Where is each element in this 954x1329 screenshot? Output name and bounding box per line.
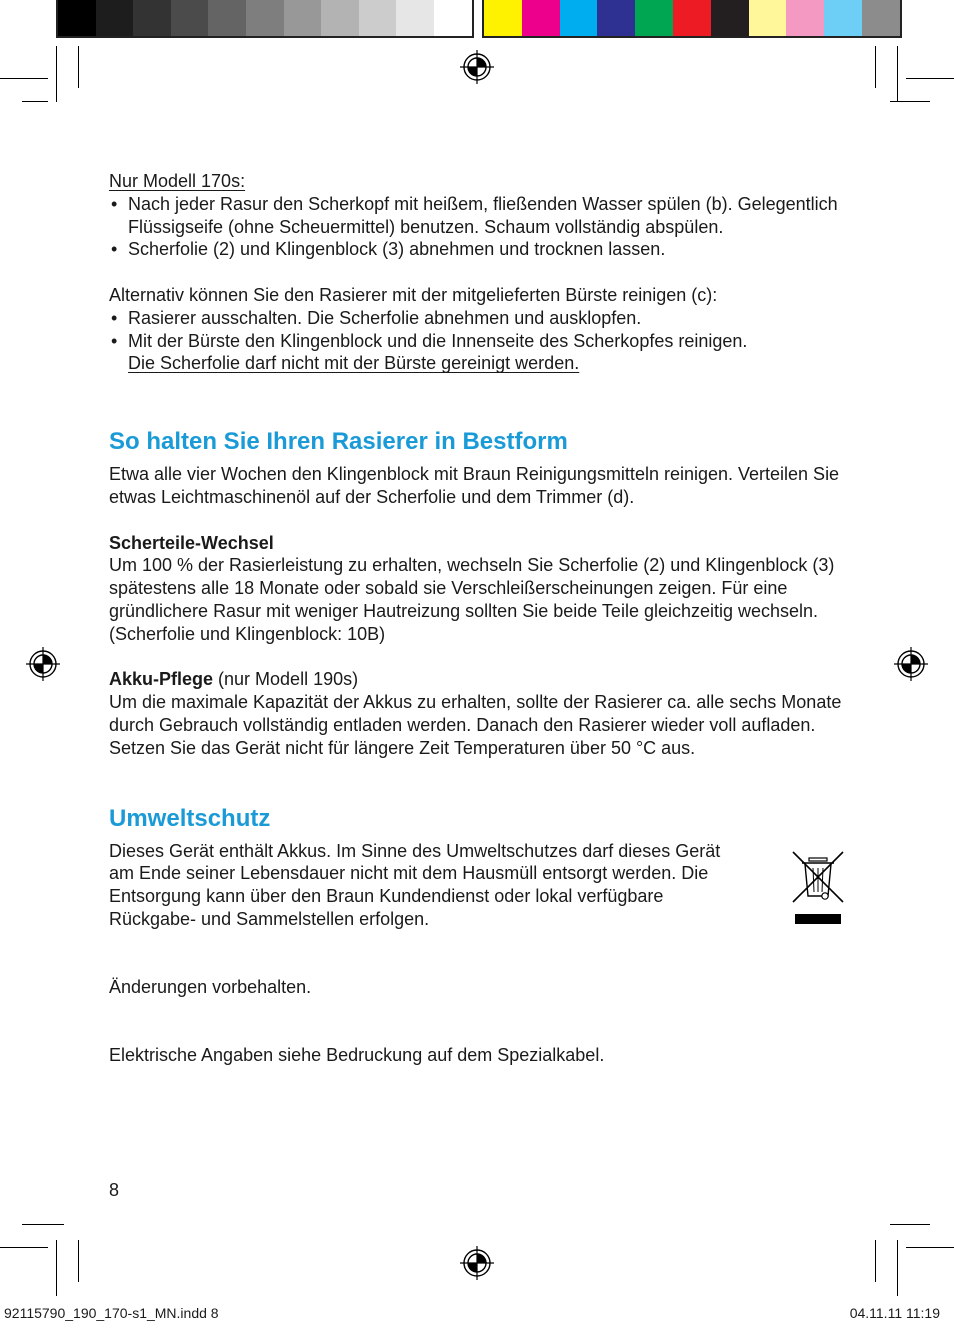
- alt-cleaning-bullet: [109, 330, 845, 376]
- weee-crossed-bin-icon: [791, 850, 845, 926]
- color-swatch: [522, 0, 560, 36]
- footer-timestamp: 04.11.11 11:19: [849, 1305, 940, 1321]
- color-swatch: [635, 0, 673, 36]
- crop-mark: [890, 101, 930, 102]
- color-swatch: [133, 0, 171, 36]
- crop-mark: [0, 78, 48, 79]
- alt-cleaning-bullet: • Rasierer ausschalten. Die Scherfolie abnehmen und ausklopfen.: [109, 307, 845, 330]
- footer-filename: 92115790_190_170-s1_MN.indd 8: [4, 1305, 219, 1321]
- color-swatch: [824, 0, 862, 36]
- cleaning-bullet: • Nach jeder Rasur den Scherkopf mit heißem, fließenden Wasser spülen (b). Gelegentlich Flüssigseife (ohne Scheuermittel) benutzen. Schaum vollständig abspülen.: [109, 193, 845, 239]
- color-colorbar: [482, 0, 902, 38]
- section-heading-maintenance: So halten Sie Ihren Rasierer in Bestform: [109, 428, 568, 456]
- registration-mark-icon: [460, 1246, 494, 1280]
- crop-mark: [78, 46, 79, 88]
- color-swatch: [396, 0, 434, 36]
- color-swatch: [749, 0, 787, 36]
- color-swatch: [484, 0, 522, 36]
- crop-mark: [22, 101, 48, 102]
- color-swatch: [597, 0, 635, 36]
- section-heading-environment: Umweltschutz: [109, 804, 271, 832]
- color-swatch: [171, 0, 209, 36]
- crop-mark: [78, 1240, 79, 1282]
- grayscale-colorbar: [56, 0, 474, 38]
- alt-cleaning-bullet-text: • Mit der Bürste den Klingenblock und die Innenseite des Scherkopfes reinigen.: [128, 330, 748, 351]
- color-swatch: [58, 0, 96, 36]
- color-swatch: [208, 0, 246, 36]
- crop-mark: [875, 1240, 876, 1282]
- registration-mark-icon: [26, 647, 60, 681]
- crop-mark: [22, 1224, 64, 1225]
- replacement-parts: (Scherfolie und Klingenblock: 10B): [109, 623, 386, 644]
- color-swatch: [434, 0, 472, 36]
- battery-model-note: (nur Modell 190s): [213, 669, 359, 690]
- registration-mark-icon: [894, 647, 928, 681]
- crop-mark: [906, 78, 954, 79]
- battery-care-heading-line: [109, 668, 845, 691]
- crop-mark: [897, 1240, 898, 1296]
- color-swatch: [359, 0, 397, 36]
- crop-mark: [897, 46, 898, 102]
- cleaning-bullet: • Scherfolie (2) und Klingenblock (3) abnehmen und trocknen lassen.: [109, 238, 845, 261]
- environment-text: Dieses Gerät enthält Akkus. Im Sinne des Umweltschutzes darf dieses Gerät am Ende seiner Lebensdauer nicht mit dem Hausmüll entsorgt werden. Die Entsorgung kann über den Braun Kundendienst oder lokal verfügbare Rückgabe- und Sammelstellen erfolgen.: [109, 840, 721, 929]
- crop-mark: [906, 1247, 954, 1248]
- page-content: [109, 170, 845, 1066]
- color-swatch: [560, 0, 598, 36]
- crop-mark: [56, 46, 57, 102]
- color-swatch: [786, 0, 824, 36]
- replacement-text: Um 100 % der Rasierleistung zu erhalten, wechseln Sie Scherfolie (2) und Klingenblock (3) spätestens alle 18 Monate oder sobald sie Verschleißerscheinungen zeigen. Für eine gründlichere Rasur mit weniger Hautreizung sollten Sie beide Teile gleichzeitig wechseln.: [109, 555, 835, 621]
- brush-warning: Die Scherfolie darf nicht mit der Bürste gereinigt werden.: [128, 353, 580, 374]
- color-swatch: [673, 0, 711, 36]
- battery-heading: Akku-Pflege: [109, 669, 214, 690]
- changes-note: Änderungen vorbehalten.: [109, 976, 312, 997]
- environment-block: [109, 840, 845, 931]
- alt-cleaning-intro: Alternativ können Sie den Rasierer mit der mitgelieferten Bürste reinigen (c):: [109, 284, 718, 305]
- crop-mark: [875, 46, 876, 88]
- page-number: 8: [109, 1180, 120, 1200]
- model-label: Nur Modell 170s:: [109, 171, 246, 191]
- crop-mark: [56, 1240, 57, 1296]
- color-swatch: [284, 0, 322, 36]
- crop-mark: [0, 1247, 48, 1248]
- crop-mark: [890, 1224, 930, 1225]
- color-swatch: [862, 0, 900, 36]
- color-swatch: [96, 0, 134, 36]
- registration-mark-icon: [460, 50, 494, 84]
- color-swatch: [246, 0, 284, 36]
- maintenance-intro: Etwa alle vier Wochen den Klingenblock mit Braun Reinigungsmitteln reinigen. Verteilen Sie etwas Leichtmaschinenöl auf der Scherfolie und dem Trimmer (d).: [109, 464, 840, 507]
- electrical-note: Elektrische Angaben siehe Bedruckung auf dem Spezialkabel.: [109, 1044, 605, 1065]
- color-swatch: [711, 0, 749, 36]
- battery-care-text: Um die maximale Kapazität der Akkus zu erhalten, sollte der Rasierer ca. alle sechs Monate durch Gebrauch vollständig entladen werden. Danach den Rasierer wieder voll aufladen. Setzen Sie das Gerät nicht für längere Zeit Temperaturen über 50 °C aus.: [109, 692, 842, 758]
- color-swatch: [321, 0, 359, 36]
- replacement-heading: Scherteile-Wechsel: [109, 532, 274, 553]
